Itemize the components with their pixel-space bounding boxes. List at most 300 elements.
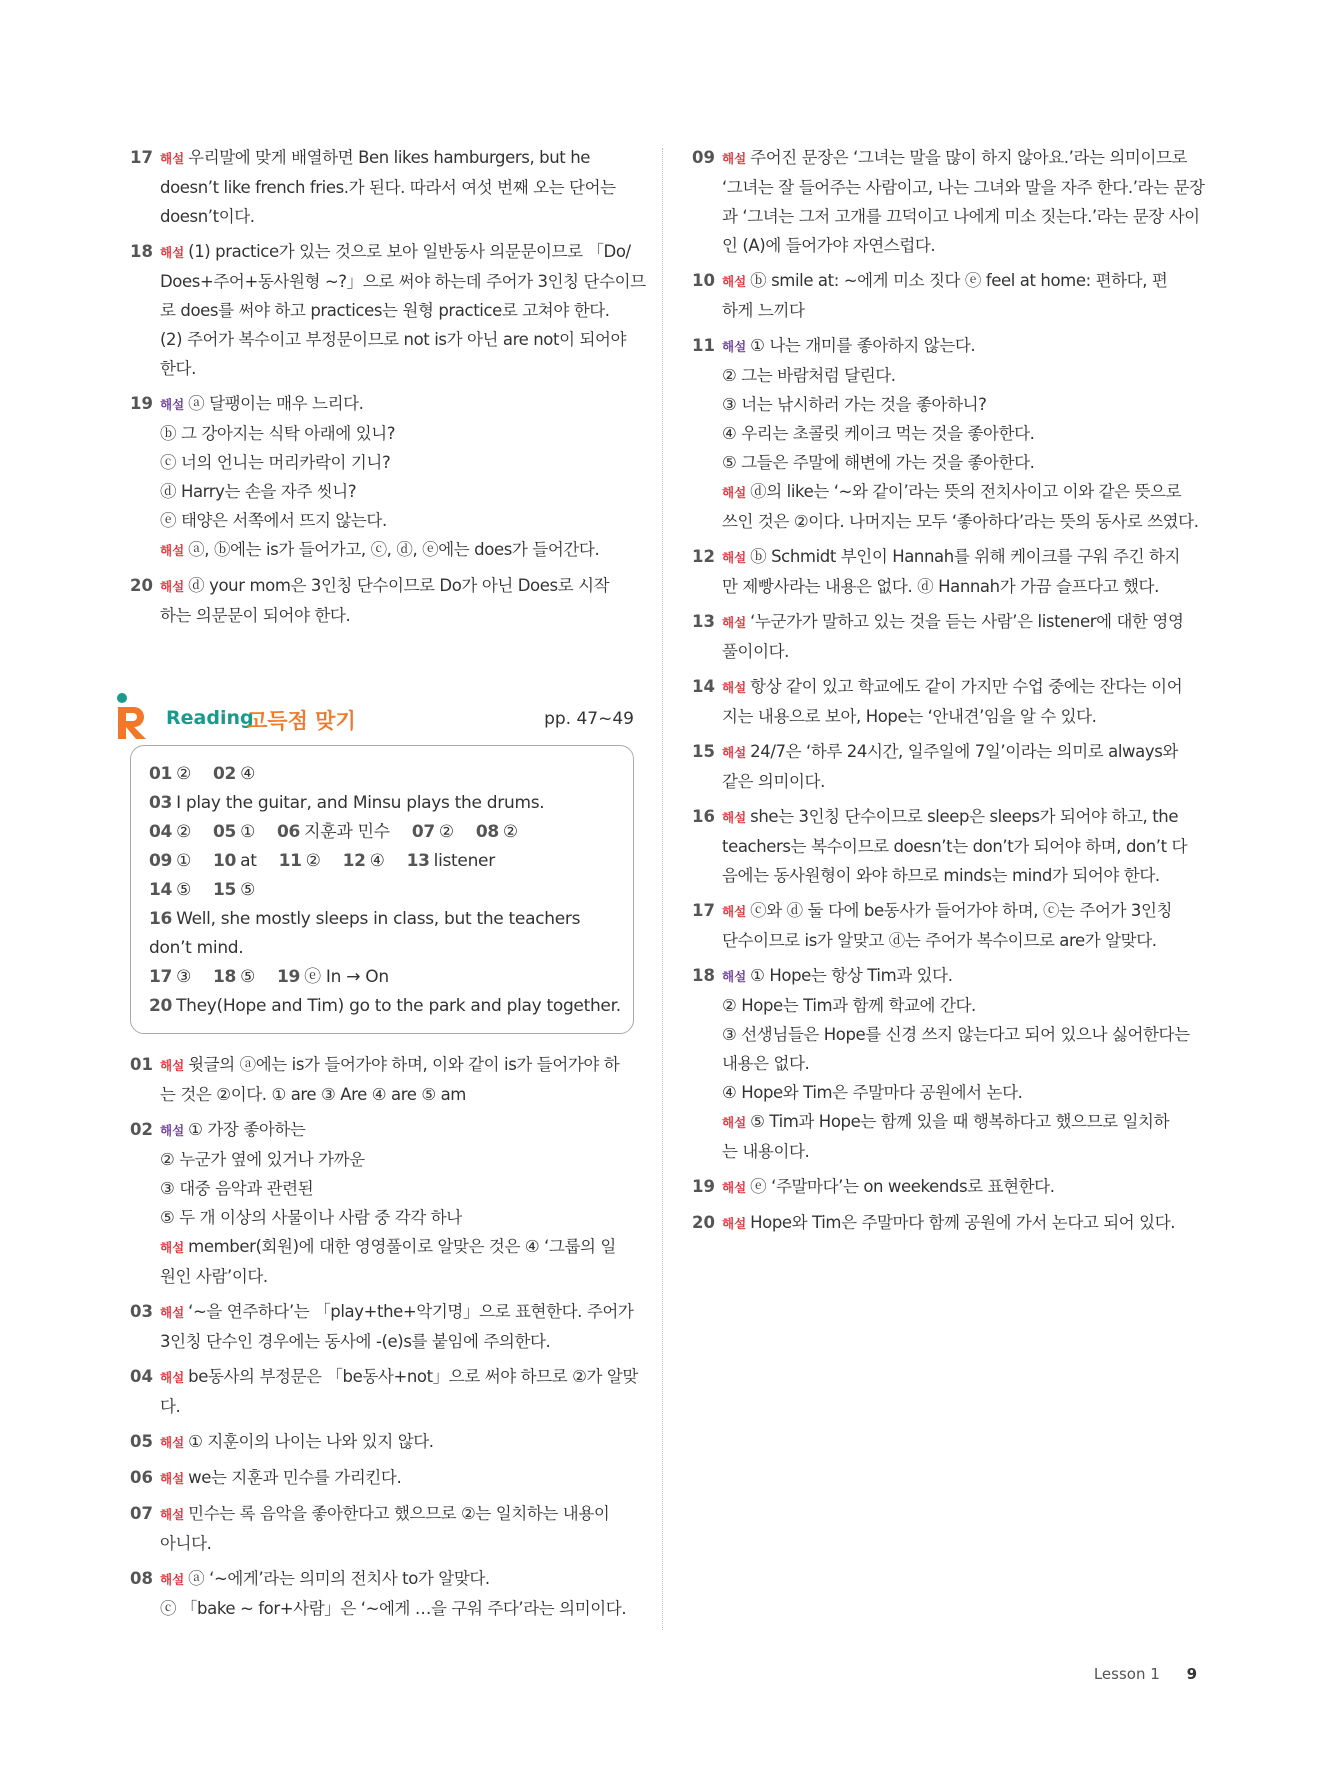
answer-entry <box>149 847 191 876</box>
explanation-line <box>722 572 1196 601</box>
answer-entry <box>412 818 454 847</box>
answer-row <box>149 963 615 992</box>
explanation-tag: 해설 <box>722 274 747 289</box>
explanation-text: teachers는 복수이므로 doesn’t는 don’t가 되어야 하며, don’t 다 <box>722 837 1188 856</box>
reading-section-header <box>130 693 634 741</box>
explanation-text: 음에는 동사원형이 와야 하므로 minds는 mind가 되어야 한다. <box>722 866 1160 885</box>
answer-number: 12 <box>342 851 366 871</box>
explanation-line <box>160 571 634 601</box>
explanation-line <box>722 832 1196 861</box>
answer-number: 02 <box>213 764 237 784</box>
explanation-text: 하게 느끼다 <box>722 301 805 320</box>
explanation-line <box>160 267 646 296</box>
right-column <box>692 143 1205 1244</box>
answer-number: 06 <box>277 822 301 842</box>
explanation-line <box>722 861 1196 890</box>
explanation-tag: 해설 <box>722 151 747 166</box>
explanation-text: ⓒ 「bake ~ for+사람」은 ‘~에게 …을 구워 주다’라는 의미이다. <box>160 1599 627 1618</box>
explanation-text: ⓔ 태양은 서쪽에서 뜨지 않는다. <box>160 511 387 530</box>
answer-number: 16 <box>149 909 173 929</box>
explanation-text: ④ Hope와 Tim은 주말마다 공원에서 논다. <box>722 1083 1023 1102</box>
reading-r-logo-icon <box>116 693 150 739</box>
explanation-line <box>722 672 1196 702</box>
answer-value: 지훈과 민수 <box>304 822 390 842</box>
explanation-item <box>692 143 1205 260</box>
explanation-text: (2) 주어가 복수이고 부정문이므로 not is가 아닌 are not이 되어야 <box>160 330 627 349</box>
answer-entry <box>149 760 191 789</box>
item-number: 07 <box>130 1504 153 1523</box>
explanation-text: Does+주어+동사원형 ~?」으로 써야 하는데 주어가 3인칭 단수이므 <box>160 272 646 291</box>
explanation-item <box>130 1297 634 1356</box>
explanation-tag: 해설 <box>722 1180 747 1195</box>
explanation-line <box>160 477 634 506</box>
explanation-line <box>722 143 1196 173</box>
answer-value: ① <box>240 822 256 842</box>
item-number: 12 <box>692 547 715 566</box>
explanation-line <box>160 1463 634 1493</box>
explanation-text: ① 나는 개미를 좋아하지 않는다. <box>750 336 976 355</box>
explanation-line <box>722 331 1196 361</box>
explanation-line <box>160 354 634 383</box>
explanation-text: 한다. <box>160 359 196 378</box>
item-number: 19 <box>130 394 153 413</box>
explanation-line <box>722 1020 1196 1049</box>
explanation-line <box>722 1078 1196 1107</box>
explanation-line <box>722 607 1196 637</box>
answer-row <box>149 934 615 963</box>
answer-value: ② <box>176 764 192 784</box>
explanation-line <box>722 477 1196 507</box>
item-number: 20 <box>692 1213 715 1232</box>
explanation-text: 만 제빵사라는 내용은 없다. ⓓ Hannah가 가끔 슬프다고 했다. <box>722 577 1159 596</box>
explanation-line <box>160 419 634 448</box>
answer-number: 17 <box>149 967 173 987</box>
answer-entry <box>277 818 390 847</box>
answer-number: 03 <box>149 793 173 813</box>
explanation-tag: 해설 <box>160 1305 185 1320</box>
explanation-tag: 해설 <box>722 615 747 630</box>
item-number: 02 <box>130 1120 153 1139</box>
explanation-text: 쓰인 것은 ②이다. 나머지는 모두 ‘좋아하다’라는 뜻의 동사로 쓰였다. <box>722 512 1199 531</box>
answer-row <box>149 760 615 789</box>
explanation-line <box>722 361 1196 390</box>
explanation-item <box>692 266 1196 325</box>
explanation-line <box>722 390 1196 419</box>
answer-value: ④ <box>240 764 256 784</box>
explanation-text: ⑤ Tim과 Hope는 함께 있을 때 행복하다고 했으므로 일치하 <box>750 1112 1170 1131</box>
answer-value: don’t mind. <box>149 938 244 958</box>
explanation-tag: 해설 <box>160 1471 185 1486</box>
explanation-line <box>160 1529 634 1558</box>
item-number: 17 <box>692 901 715 920</box>
explanation-text: 원인 사람’이다. <box>160 1267 268 1286</box>
answer-number: 01 <box>149 764 173 784</box>
explanation-item <box>130 1427 634 1457</box>
answer-number: 07 <box>411 822 435 842</box>
explanations-part-c <box>692 143 1205 1238</box>
explanation-tag: 해설 <box>160 1370 185 1385</box>
explanation-tag: 해설 <box>722 904 747 919</box>
explanation-text: 는 것은 ②이다. ① are ③ Are ④ are ⑤ am <box>160 1085 466 1104</box>
explanation-line <box>722 991 1196 1020</box>
explanation-line <box>722 202 1200 231</box>
explanation-text: ⓑ 그 강아지는 식탁 아래에 있니? <box>160 424 396 443</box>
reading-label: Reading <box>166 707 254 729</box>
explanation-line <box>160 1327 634 1356</box>
explanation-tag: 해설 <box>160 1058 185 1073</box>
answer-number: 09 <box>149 851 173 871</box>
explanation-line <box>160 1050 634 1080</box>
explanation-line <box>160 389 634 419</box>
answer-value: Well, she mostly sleeps in class, but the teachers <box>176 909 581 929</box>
answer-number: 13 <box>406 851 430 871</box>
item-number: 19 <box>692 1177 715 1196</box>
explanation-line <box>722 296 1196 325</box>
explanation-item <box>692 896 1196 955</box>
explanation-line <box>160 1499 634 1529</box>
explanation-line <box>722 448 1196 477</box>
explanation-text: 같은 의미이다. <box>722 772 825 791</box>
explanation-line <box>722 1208 1196 1238</box>
item-number: 08 <box>130 1569 153 1588</box>
explanation-text: 24/7은 ‘하루 24시간, 일주일에 7일’이라는 의미로 always와 <box>750 742 1178 761</box>
explanation-line <box>722 173 1205 202</box>
explanation-text: be동사의 부정문은 「be동사+not」으로 써야 하므로 ②가 알맞 <box>188 1367 638 1386</box>
explanation-tag: 해설 <box>160 1507 185 1522</box>
explanation-text: 주어진 문장은 ‘그녀는 말을 많이 하지 않아요.’라는 의미이므로 <box>750 148 1188 167</box>
explanation-tag: 해설 <box>722 745 747 760</box>
column-divider <box>662 148 663 1630</box>
explanations-part-a <box>130 143 646 630</box>
explanation-line <box>722 231 1196 260</box>
answer-number: 20 <box>149 996 173 1016</box>
answer-value: ② <box>502 822 518 842</box>
answer-entry <box>343 847 385 876</box>
explanation-text: ⑤ 두 개 이상의 사물이나 사람 중 각각 하나 <box>160 1208 462 1227</box>
explanation-item <box>692 607 1196 666</box>
explanation-item <box>130 1564 634 1623</box>
explanation-text: ⓐ 달팽이는 매우 느리다. <box>188 394 364 413</box>
explanation-tag: 해설 <box>722 680 747 695</box>
explanation-line <box>160 1115 634 1145</box>
explanation-line <box>160 535 634 565</box>
explanation-tag: 해설 <box>160 397 185 412</box>
explanation-text: 윗글의 ⓐ에는 is가 들어가야 하며, 이와 같이 is가 들어가야 하 <box>188 1055 620 1074</box>
explanation-item <box>130 1499 634 1558</box>
explanation-text: ② 그는 바람처럼 달린다. <box>722 366 896 385</box>
answer-value: ③ <box>176 967 192 987</box>
explanation-line <box>160 506 634 535</box>
explanation-tag: 해설 <box>160 1240 185 1255</box>
explanation-text: Hope와 Tim은 주말마다 함께 공원에 가서 논다고 되어 있다. <box>750 1213 1176 1232</box>
explanation-item <box>692 802 1196 890</box>
explanation-text: ⓑ smile at: ~에게 미소 짓다 ⓔ feel at home: 편하다, 편 <box>750 271 1168 290</box>
item-number: 15 <box>692 742 715 761</box>
answer-value: ⓔ In → On <box>304 967 389 987</box>
explanation-text: ‘누군가가 말하고 있는 것을 듣는 사람’은 listener에 대한 영영 <box>750 612 1184 631</box>
answer-entry <box>213 760 255 789</box>
explanation-item <box>130 389 634 565</box>
answer-row <box>149 789 615 818</box>
explanation-tag: 해설 <box>722 1216 747 1231</box>
item-number: 17 <box>130 148 153 167</box>
explanation-text: ⓓ의 like는 ‘~와 같이’라는 뜻의 전치사이고 이와 같은 뜻으로 <box>750 482 1182 501</box>
explanation-line <box>722 767 1196 796</box>
explanation-text: ⓔ ‘주말마다’는 on weekends로 표현한다. <box>750 1177 1055 1196</box>
explanation-tag: 해설 <box>160 245 185 260</box>
explanation-text: ② 누군가 옆에 있거나 가까운 <box>160 1150 365 1169</box>
explanation-text: 다. <box>160 1397 181 1416</box>
item-number: 10 <box>692 271 715 290</box>
explanation-item <box>130 1362 638 1421</box>
explanation-line <box>160 1392 634 1421</box>
explanation-line <box>160 1594 634 1623</box>
explanation-line <box>722 637 1196 666</box>
explanations-part-b <box>130 1050 638 1623</box>
explanation-item <box>692 961 1196 1166</box>
answer-number: 10 <box>213 851 237 871</box>
explanation-line <box>722 507 1199 536</box>
explanation-text: 항상 같이 있고 학교에도 같이 가지만 수업 중에는 잔다는 이어 <box>750 677 1183 696</box>
explanation-text: (1) practice가 있는 것으로 보아 일반동사 의문문이므로 「Do/ <box>188 242 631 261</box>
explanation-line <box>160 1080 634 1109</box>
explanation-text: ③ 너는 낚시하러 가는 것을 좋아하니? <box>722 395 987 414</box>
item-number: 18 <box>692 966 715 985</box>
explanation-line <box>160 1362 638 1392</box>
answer-entry <box>149 876 191 905</box>
page-footer <box>1094 1665 1197 1683</box>
explanation-text: 과 ‘그녀는 그저 고개를 끄덕이고 나에게 미소 짓는다.’라는 문장 사이 <box>722 207 1200 226</box>
explanation-text: 민수는 록 음악을 좋아한다고 했으므로 ②는 일치하는 내용이 <box>188 1504 610 1523</box>
answer-number: 11 <box>278 851 302 871</box>
explanation-item <box>692 672 1196 731</box>
explanation-item <box>692 1208 1196 1238</box>
answer-entry <box>149 934 243 963</box>
answer-row <box>149 992 621 1021</box>
item-number: 09 <box>692 148 715 167</box>
explanation-tag: 해설 <box>722 339 747 354</box>
explanation-line <box>722 1107 1196 1137</box>
answer-entry <box>277 963 389 992</box>
answer-key-box <box>130 745 634 1034</box>
answer-entry <box>213 818 255 847</box>
explanation-line <box>160 601 634 630</box>
explanation-line <box>722 542 1196 572</box>
answer-row <box>149 876 615 905</box>
explanation-tag: 해설 <box>722 550 747 565</box>
explanation-text: ⓒ 너의 언니는 머리카락이 기니? <box>160 453 391 472</box>
answer-number: 19 <box>277 967 301 987</box>
explanation-text: ⓐ ‘~에게’라는 의미의 전치사 to가 알맞다. <box>188 1569 490 1588</box>
explanation-text: 단수이므로 is가 알맞고 ⓓ는 주어가 복수이므로 are가 알맞다. <box>722 931 1157 950</box>
item-number: 05 <box>130 1432 153 1451</box>
explanation-text: ⑤ 그들은 주말에 해변에 가는 것을 좋아한다. <box>722 453 1035 472</box>
explanation-item <box>130 1463 634 1493</box>
answer-entry <box>149 992 621 1021</box>
answer-row <box>149 818 615 847</box>
explanation-text: 아니다. <box>160 1534 212 1553</box>
explanation-item <box>692 737 1196 796</box>
item-number: 18 <box>130 242 153 261</box>
answer-value: ② <box>438 822 454 842</box>
explanation-text: doesn’t like french fries.가 된다. 따라서 여섯 번째 오는 단어는 <box>160 178 616 197</box>
answer-value: They(Hope and Tim) go to the park and play together. <box>176 996 621 1016</box>
explanation-text: 로 does를 써야 하고 practices는 원형 practice로 고쳐야 한다. <box>160 301 610 320</box>
item-number: 11 <box>692 336 715 355</box>
explanation-text: member(회원)에 대한 영영풀이로 알맞은 것은 ④ ‘그룹의 일 <box>188 1237 616 1256</box>
explanation-line <box>722 702 1196 731</box>
explanation-line <box>160 325 634 354</box>
answer-entry <box>213 847 257 876</box>
explanation-line <box>160 1145 634 1174</box>
item-number: 14 <box>692 677 715 696</box>
explanation-item <box>130 143 634 231</box>
explanation-line <box>160 237 634 267</box>
answer-value: I play the guitar, and Minsu plays the drums. <box>176 793 545 813</box>
explanation-line <box>722 926 1196 955</box>
answer-value: at <box>240 851 257 871</box>
answer-entry <box>149 963 191 992</box>
explanation-text: 하는 의문문이 되어야 한다. <box>160 606 351 625</box>
answer-entry <box>407 847 495 876</box>
explanation-tag: 해설 <box>722 810 747 825</box>
explanation-line <box>722 1137 1196 1166</box>
answer-number: 08 <box>475 822 499 842</box>
answer-value: ② <box>305 851 321 871</box>
answer-number: 05 <box>213 822 237 842</box>
explanation-text: ⓐ, ⓑ에는 is가 들어가고, ⓒ, ⓓ, ⓔ에는 does가 들어간다. <box>188 540 600 559</box>
explanation-tag: 해설 <box>722 969 747 984</box>
explanation-text: ⓒ와 ⓓ 둘 다에 be동사가 들어가야 하며, ⓒ는 주어가 3인칭 <box>750 901 1173 920</box>
item-number: 20 <box>130 576 153 595</box>
explanation-item <box>692 331 1199 536</box>
explanation-line <box>722 1049 1196 1078</box>
answer-value: ① <box>176 851 192 871</box>
answer-entry <box>213 963 255 992</box>
answer-value: ⑤ <box>240 880 256 900</box>
explanation-text: ⓓ your mom은 3인칭 단수이므로 Do가 아닌 Does로 시작 <box>188 576 610 595</box>
explanation-line <box>722 1172 1196 1202</box>
explanation-item <box>130 1050 634 1109</box>
explanation-text: 는 내용이다. <box>722 1142 810 1161</box>
answer-row <box>149 847 615 876</box>
page-range: pp. 47~49 <box>544 709 634 729</box>
explanation-line <box>722 802 1196 832</box>
reading-subtitle: 고득점 맞기 <box>247 709 356 733</box>
explanation-line <box>160 1564 634 1594</box>
explanation-text: 풀이이다. <box>722 642 790 661</box>
answer-number: 18 <box>213 967 237 987</box>
explanation-item <box>692 1172 1196 1202</box>
explanation-text: 3인칭 단수인 경우에는 동사에 -(e)s를 붙임에 주의한다. <box>160 1332 551 1351</box>
explanation-line <box>160 143 634 173</box>
answer-value: ⑤ <box>240 967 256 987</box>
answer-number: 15 <box>213 880 237 900</box>
answer-value: ④ <box>369 851 385 871</box>
explanation-line <box>160 1174 634 1203</box>
answer-entry <box>279 847 321 876</box>
explanation-text: we는 지훈과 민수를 가리킨다. <box>188 1468 402 1487</box>
explanation-text: ③ 대중 음악과 관련된 <box>160 1179 314 1198</box>
explanation-text: doesn’t이다. <box>160 207 255 226</box>
explanation-text: 지는 내용으로 보아, Hope는 ‘안내견’임을 알 수 있다. <box>722 707 1097 726</box>
explanation-line <box>160 448 634 477</box>
item-number: 16 <box>692 807 715 826</box>
left-column <box>130 143 646 1629</box>
item-number: 13 <box>692 612 715 631</box>
explanation-line <box>160 1262 634 1291</box>
explanation-text: ① 가장 좋아하는 <box>188 1120 306 1139</box>
answer-value: listener <box>433 851 495 871</box>
answer-entry <box>476 818 518 847</box>
explanation-item <box>692 542 1196 601</box>
explanation-text: ④ 우리는 초콜릿 케이크 먹는 것을 좋아한다. <box>722 424 1035 443</box>
explanation-line <box>160 202 634 231</box>
explanation-line <box>160 296 634 325</box>
explanation-text: ② Hope는 Tim과 함께 학교에 간다. <box>722 996 976 1015</box>
item-number: 01 <box>130 1055 153 1074</box>
answer-entry <box>149 818 191 847</box>
explanation-text: ③ 선생님들은 Hope를 신경 쓰지 않는다고 되어 있으나 싫어한다는 <box>722 1025 1190 1044</box>
explanation-text: ① Hope는 항상 Tim과 있다. <box>750 966 953 985</box>
explanation-line <box>160 173 634 202</box>
explanation-text: 내용은 없다. <box>722 1054 810 1073</box>
explanation-tag: 해설 <box>160 1123 185 1138</box>
item-number: 04 <box>130 1367 153 1386</box>
answer-entry <box>149 905 580 934</box>
explanation-text: 인 (A)에 들어가야 자연스럽다. <box>722 236 936 255</box>
explanation-text: ⓓ Harry는 손을 자주 씻니? <box>160 482 357 501</box>
item-number: 03 <box>130 1302 153 1321</box>
explanation-line <box>160 1232 634 1262</box>
explanation-tag: 해설 <box>722 485 747 500</box>
explanation-tag: 해설 <box>160 1435 185 1450</box>
explanation-line <box>722 896 1196 926</box>
explanation-tag: 해설 <box>160 543 185 558</box>
explanation-item <box>130 237 646 383</box>
explanation-text: ⓑ Schmidt 부인이 Hannah를 위해 케이크를 구워 주긴 하지 <box>750 547 1181 566</box>
explanation-tag: 해설 <box>160 579 185 594</box>
answer-value: ⑤ <box>176 880 192 900</box>
explanation-line <box>722 737 1196 767</box>
answer-entry <box>149 789 544 818</box>
explanation-text: ‘~을 연주하다’는 「play+the+악기명」으로 표현한다. 주어가 <box>188 1302 634 1321</box>
item-number: 06 <box>130 1468 153 1487</box>
answer-row <box>149 905 615 934</box>
answer-entry <box>213 876 255 905</box>
explanation-line <box>160 1427 634 1457</box>
answer-number: 14 <box>149 880 173 900</box>
explanation-text: ‘그녀는 잘 들어주는 사람이고, 나는 그녀와 말을 자주 한다.’라는 문장 <box>722 178 1205 197</box>
page-number: 9 <box>1186 1665 1197 1683</box>
explanation-line <box>722 961 1196 991</box>
explanation-text: 우리말에 맞게 배열하면 Ben likes hamburgers, but he <box>188 148 590 167</box>
explanation-text: she는 3인칭 단수이므로 sleep은 sleeps가 되어야 하고, the <box>750 807 1179 826</box>
lesson-label: Lesson 1 <box>1093 1665 1160 1683</box>
explanation-item <box>130 1115 634 1291</box>
explanation-line <box>722 266 1196 296</box>
explanation-tag: 해설 <box>722 1115 747 1130</box>
explanation-tag: 해설 <box>160 1572 185 1587</box>
explanation-tag: 해설 <box>160 151 185 166</box>
answer-number: 04 <box>149 822 173 842</box>
explanation-line <box>722 419 1196 448</box>
answer-value: ② <box>176 822 192 842</box>
explanation-text: ① 지훈이의 나이는 나와 있지 않다. <box>188 1432 434 1451</box>
explanation-item <box>130 571 634 630</box>
explanation-line <box>160 1203 634 1232</box>
explanation-line <box>160 1297 634 1327</box>
